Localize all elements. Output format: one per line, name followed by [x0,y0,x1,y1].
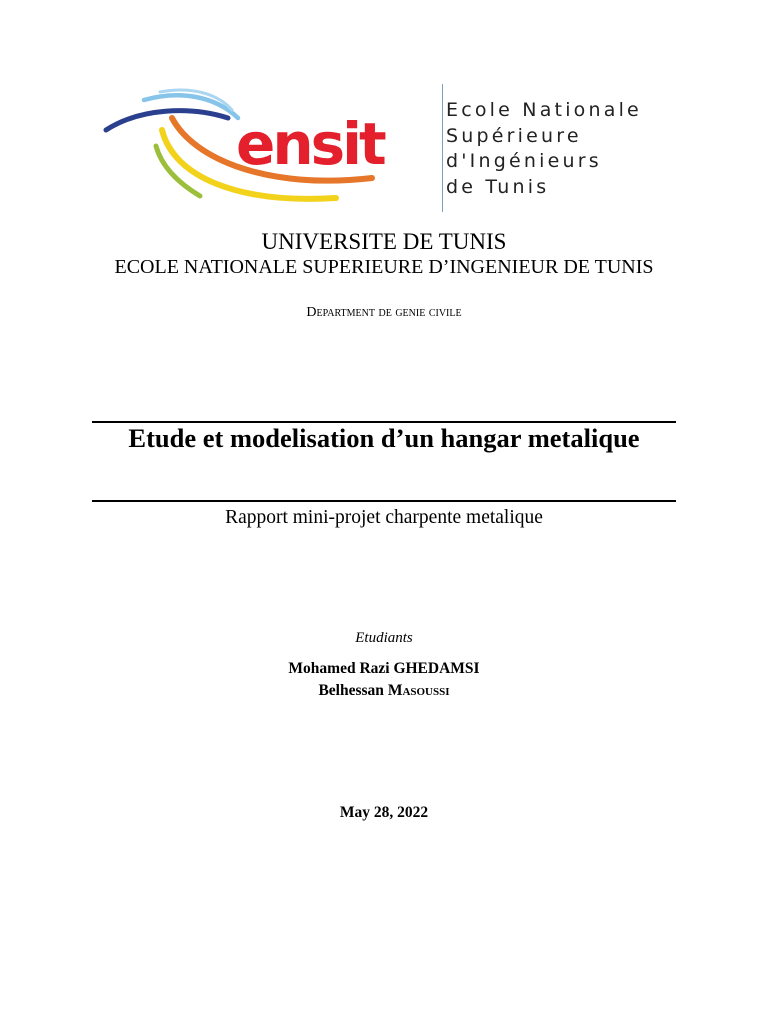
student-name-2 [0,681,768,701]
title-rule-bottom [92,500,676,502]
student-2-last-name: Masoussi [387,682,450,699]
department-name: Department de genie civile [306,305,462,320]
ensit-logo-graphic [100,80,430,220]
logo-line-1: Ecole Nationale [446,99,642,121]
report-date: May 28, 2022 [339,804,429,821]
logo-arc-navy [106,111,228,130]
report-subtitle: Rapport mini-projet charpente metalique [225,507,543,528]
students-label: Etudiants [355,630,413,646]
report-title: Etude et modelisation d’un hangar metalique [128,423,640,453]
logo-divider [442,84,443,212]
logo-line-3: d'Ingénieurs [446,150,602,172]
logo-school-name [446,98,642,200]
student-2-first-name: Belhessan [318,682,388,699]
ensit-logo [100,80,680,220]
logo-line-2: Supérieure [446,124,582,147]
university-name: UNIVERSITE DE TUNIS [261,229,507,254]
logo-wordmark: ensit [236,110,384,178]
school-name: ECOLE NATIONALE SUPERIEURE D’INGENIEUR DE TUNIS [114,256,654,278]
logo-line-4: de Tunis [446,175,550,198]
student-name-1: Mohamed Razi GHEDAMSI [288,660,480,677]
